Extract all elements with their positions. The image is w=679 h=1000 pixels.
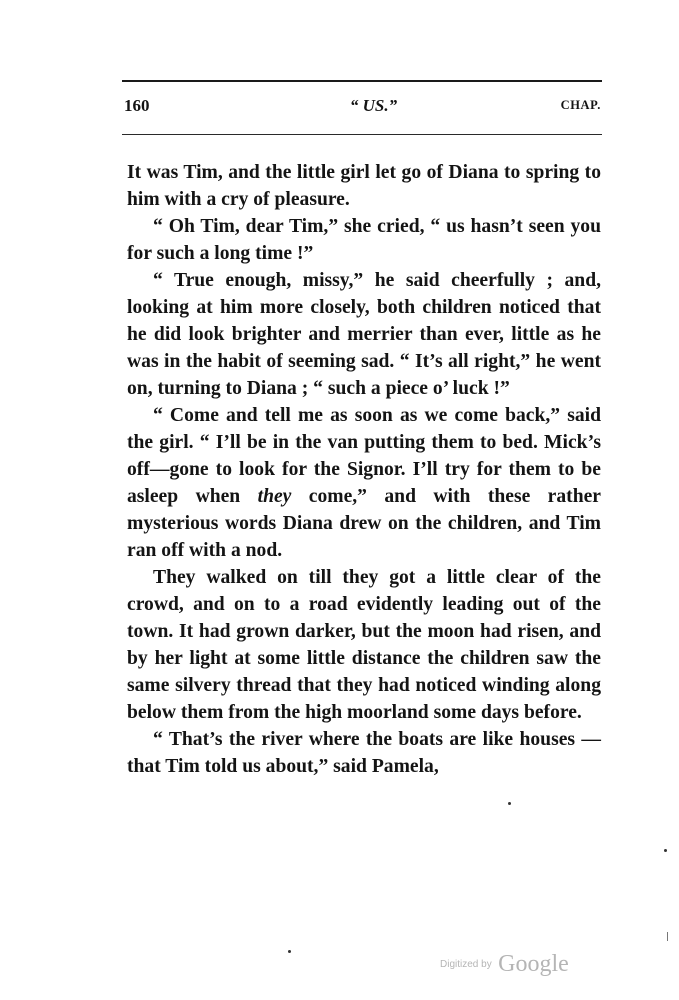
header-bottom-rule <box>122 134 602 135</box>
running-title: “ US.” <box>349 96 398 115</box>
paragraph-4-text-b: come,” and with these rather mysterious words Diana drew on the children, and Tim ran off with a nod. <box>127 486 601 561</box>
digitized-watermark <box>440 951 569 978</box>
paragraph-2: “ Oh Tim, dear Tim,” she cried, “ us hasn’t seen you for such a long time !” <box>127 216 601 264</box>
page-number: 160 <box>124 96 150 115</box>
watermark-digitized-text: Digitized by <box>440 959 492 970</box>
paragraph-4 <box>127 402 601 564</box>
chapter-label: CHAP. <box>560 98 601 112</box>
scan-speck <box>664 849 667 852</box>
header-top-rule <box>122 80 602 82</box>
paragraph-6: “ That’s the river where the boats are like houses —that Tim told us about,” said Pamela, <box>127 729 601 777</box>
scan-mark <box>667 932 668 941</box>
paragraph-5: They walked on till they got a little clear of the crowd, and on to a road evidently leading out of the town. It had grown darker, but the moon had risen, and by her light at some little distance the children saw the same silvery thread that they had noticed winding along below them from the high moorland some days before. <box>127 567 601 723</box>
paragraph-4-text-a: “ Come and tell me as soon as we come back,” said the girl. “ I’ll be in the van putting them to bed. Mick’s off—gone to look for the Signor. I’ll try for them to be asleep when <box>127 405 601 507</box>
scan-speck <box>288 950 291 953</box>
paragraph-1: It was Tim, and the little girl let go of Diana to spring to him with a cry of pleasure. <box>127 162 601 210</box>
emphasized-word: they <box>257 486 292 507</box>
google-logo: Google <box>498 951 569 977</box>
scan-speck <box>508 802 511 805</box>
paragraph-3: “ True enough, missy,” he said cheerfully ; and, looking at him more closely, both children noticed that he did look brighter and merrier than ever, little as he was in the habit of seeming sad. “ It’s all right,” he went on, turning to Diana ; “ such a piece o’ luck !” <box>127 270 601 399</box>
running-header <box>124 96 601 124</box>
page-body <box>127 159 601 780</box>
